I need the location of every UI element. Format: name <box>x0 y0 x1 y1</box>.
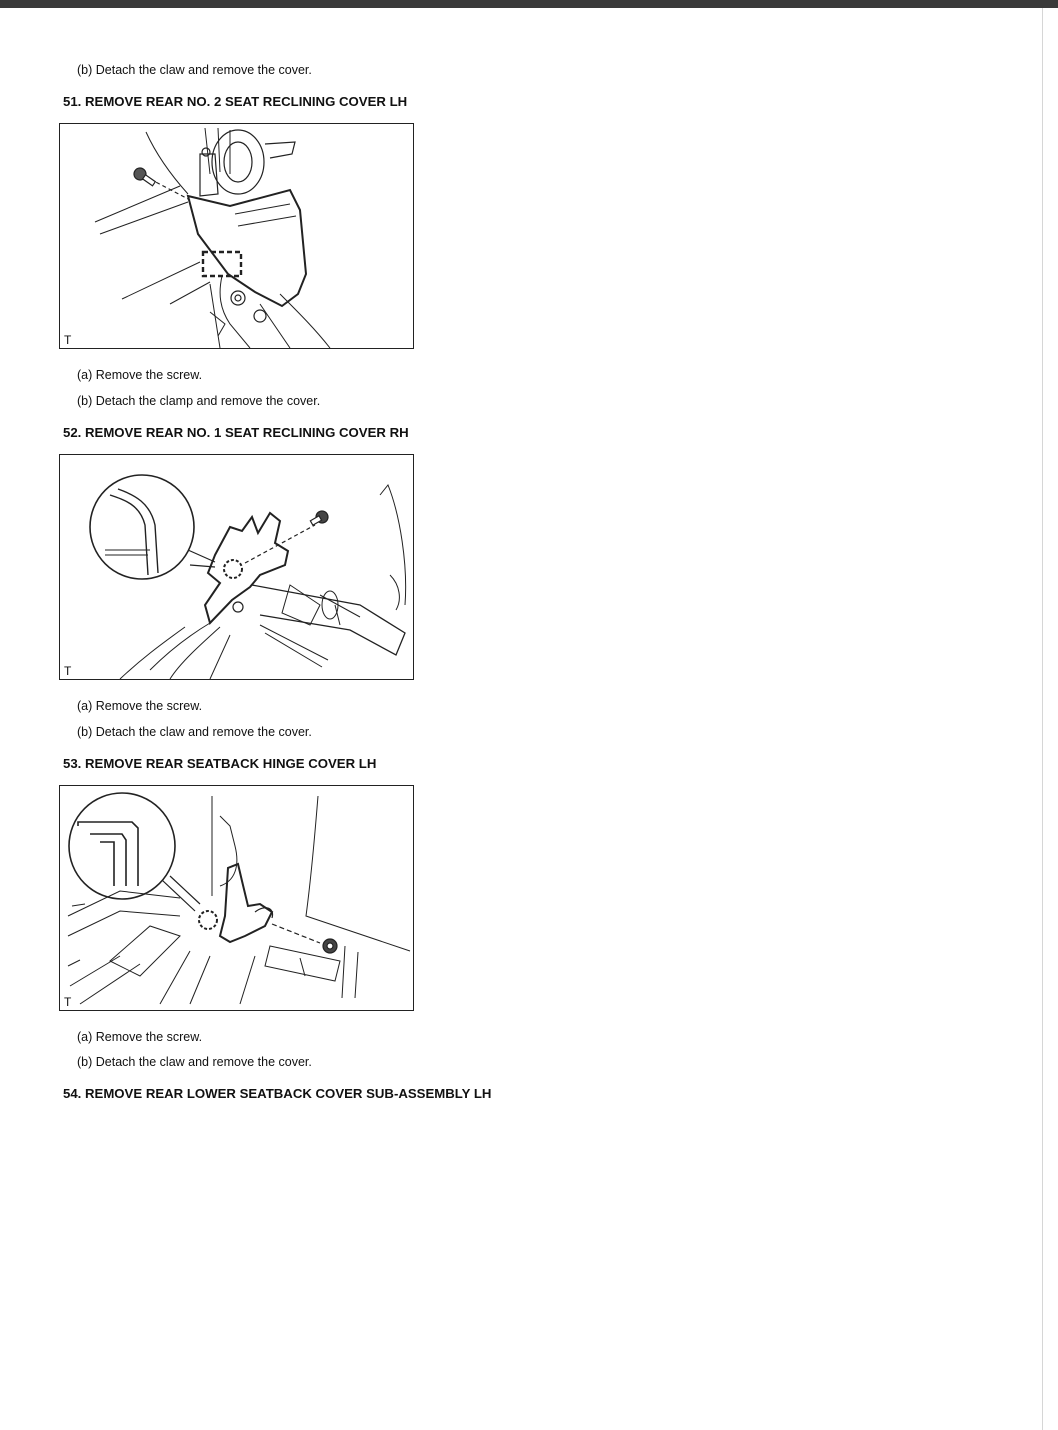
section-51-heading: 51. REMOVE REAR NO. 2 SEAT RECLINING COVER LH <box>63 94 408 109</box>
section-54-heading: 54. REMOVE REAR LOWER SEATBACK COVER SUB-ASSEMBLY LH <box>63 1086 492 1101</box>
section-52-heading: 52. REMOVE REAR NO. 1 SEAT RECLINING COVER RH <box>63 425 409 440</box>
section-53-heading: 53. REMOVE REAR SEATBACK HINGE COVER LH <box>63 756 377 771</box>
section-52-figure <box>59 454 414 680</box>
intro-step-b: (b) Detach the claw and remove the cover. <box>77 63 312 77</box>
seatback-hinge-cover-illustration <box>60 786 413 1010</box>
reclining-cover-lh-illustration <box>60 124 413 348</box>
section-52-step-b: (b) Detach the claw and remove the cover. <box>77 725 312 739</box>
section-53-step-b: (b) Detach the claw and remove the cover. <box>77 1055 312 1069</box>
figure-51-label: T <box>64 333 72 347</box>
figure-52-label: T <box>64 664 72 678</box>
section-51-figure <box>59 123 414 349</box>
section-52-step-a: (a) Remove the screw. <box>77 699 203 713</box>
viewer-top-bar <box>0 0 1058 8</box>
section-53-step-a: (a) Remove the screw. <box>77 1030 203 1044</box>
section-51-step-b: (b) Detach the clamp and remove the cover. <box>77 394 321 408</box>
section-53-figure <box>59 785 414 1011</box>
page-edge <box>1042 8 1043 1430</box>
figure-53-label: T <box>64 995 72 1009</box>
reclining-cover-rh-illustration <box>60 455 413 679</box>
section-51-step-a: (a) Remove the screw. <box>77 368 203 382</box>
